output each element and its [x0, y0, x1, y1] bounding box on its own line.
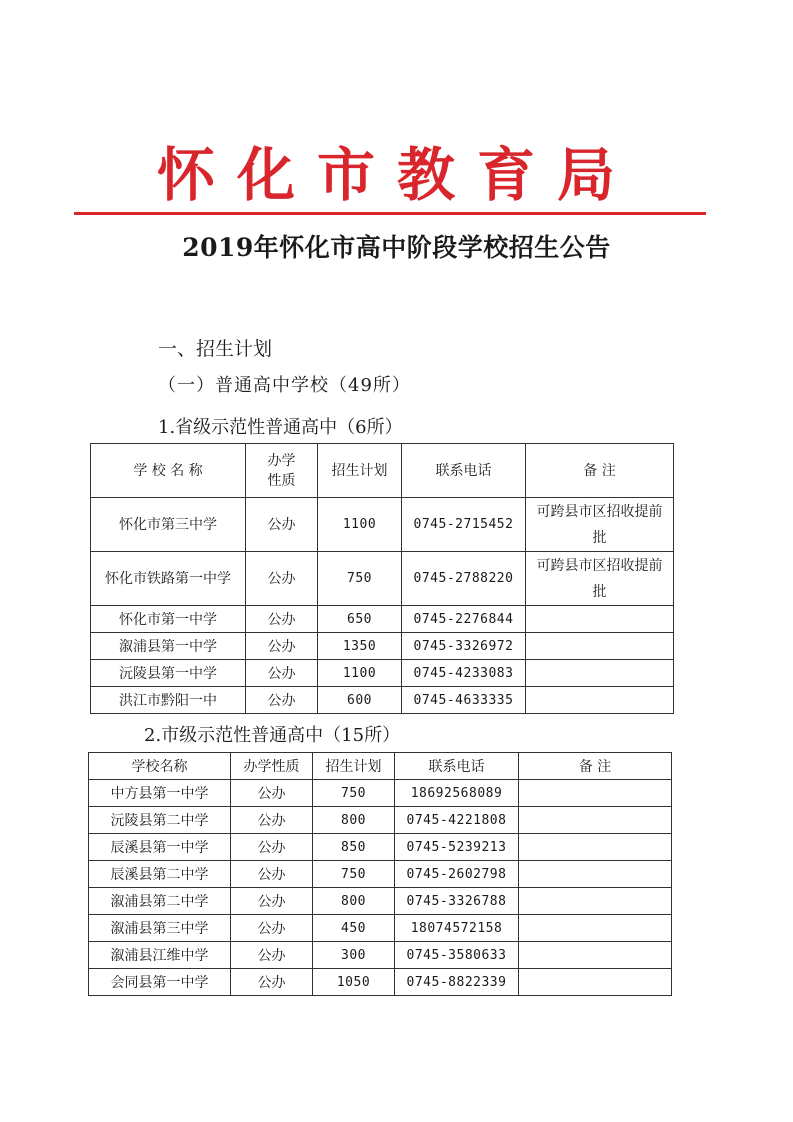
cell-school: 沅陵县第二中学 — [89, 807, 231, 834]
cell-school: 溆浦县第三中学 — [89, 915, 231, 942]
cell-note — [526, 633, 674, 660]
cell-plan: 750 — [318, 552, 402, 606]
cell-nature: 公办 — [246, 552, 318, 606]
table-row — [89, 834, 672, 861]
cell-nature: 公办 — [231, 969, 313, 996]
cell-phone: 0745-2788220 — [402, 552, 526, 606]
table2-caption: 2.市级示范性普通高中（15所） — [144, 725, 401, 746]
cell-plan: 1100 — [318, 660, 402, 687]
header-plan: 招生计划 — [318, 444, 402, 498]
cell-note — [519, 915, 672, 942]
cell-note — [526, 660, 674, 687]
cell-phone: 0745-3326788 — [395, 888, 519, 915]
cell-phone: 0745-5239213 — [395, 834, 519, 861]
table-row — [89, 888, 672, 915]
cell-note — [519, 861, 672, 888]
cell-school: 洪江市黔阳一中 — [91, 687, 246, 714]
cell-nature: 公办 — [231, 780, 313, 807]
cell-phone: 0745-2602798 — [395, 861, 519, 888]
header-nature: 办学性质 — [231, 753, 313, 780]
cell-nature: 公办 — [231, 834, 313, 861]
cell-school: 溆浦县第一中学 — [91, 633, 246, 660]
cell-plan: 300 — [313, 942, 395, 969]
municipal-model-schools-table — [88, 752, 672, 996]
cell-school: 会同县第一中学 — [89, 969, 231, 996]
table-row — [91, 498, 674, 552]
table-row — [91, 687, 674, 714]
cell-plan: 1100 — [318, 498, 402, 552]
subsection-heading-general-high-schools: （一）普通高中学校（49所） — [158, 375, 411, 396]
cell-nature: 公办 — [231, 942, 313, 969]
header-plan: 招生计划 — [313, 753, 395, 780]
cell-plan: 1350 — [318, 633, 402, 660]
cell-note — [526, 687, 674, 714]
cell-nature: 公办 — [246, 687, 318, 714]
masthead-title: 怀化市教育局 — [156, 141, 637, 209]
table1-caption: 1.省级示范性普通高中（6所） — [158, 417, 403, 438]
header-school: 学 校 名 称 — [91, 444, 246, 498]
cell-school: 中方县第一中学 — [89, 780, 231, 807]
cell-school: 溆浦县第二中学 — [89, 888, 231, 915]
cell-phone: 0745-8822339 — [395, 969, 519, 996]
cell-note — [519, 834, 672, 861]
cell-school: 辰溪县第二中学 — [89, 861, 231, 888]
cell-school: 怀化市铁路第一中学 — [91, 552, 246, 606]
header-phone: 联系电话 — [402, 444, 526, 498]
cell-note: 可跨县市区招收提前批 — [526, 498, 674, 552]
cell-phone: 0745-2276844 — [402, 606, 526, 633]
cell-phone: 0745-4233083 — [402, 660, 526, 687]
cell-plan: 750 — [313, 780, 395, 807]
table-header-row — [91, 444, 674, 498]
cell-plan: 600 — [318, 687, 402, 714]
cell-nature: 公办 — [246, 606, 318, 633]
cell-note — [519, 942, 672, 969]
cell-plan: 750 — [313, 861, 395, 888]
cell-phone: 0745-4221808 — [395, 807, 519, 834]
cell-nature: 公办 — [231, 861, 313, 888]
table-row — [89, 807, 672, 834]
cell-school: 溆浦县江维中学 — [89, 942, 231, 969]
table-row — [89, 780, 672, 807]
document-title: 2019年怀化市高中阶段学校招生公告 — [182, 233, 611, 262]
cell-school: 怀化市第一中学 — [91, 606, 246, 633]
cell-plan: 800 — [313, 888, 395, 915]
cell-note — [519, 807, 672, 834]
table-row — [89, 915, 672, 942]
table-row — [89, 861, 672, 888]
table-row — [91, 660, 674, 687]
table-row — [91, 633, 674, 660]
cell-note — [519, 969, 672, 996]
table-row — [91, 606, 674, 633]
header-note: 备 注 — [526, 444, 674, 498]
cell-note — [526, 606, 674, 633]
header-nature: 办学性质 — [246, 444, 318, 498]
table-row — [89, 942, 672, 969]
cell-nature: 公办 — [231, 807, 313, 834]
cell-note: 可跨县市区招收提前批 — [526, 552, 674, 606]
red-divider-rule — [74, 212, 706, 215]
table-header-row — [89, 753, 672, 780]
cell-note — [519, 888, 672, 915]
cell-school: 辰溪县第一中学 — [89, 834, 231, 861]
cell-phone: 0745-4633335 — [402, 687, 526, 714]
cell-phone: 18074572158 — [395, 915, 519, 942]
cell-plan: 450 — [313, 915, 395, 942]
cell-plan: 800 — [313, 807, 395, 834]
cell-plan: 850 — [313, 834, 395, 861]
header-phone: 联系电话 — [395, 753, 519, 780]
cell-phone: 0745-3326972 — [402, 633, 526, 660]
cell-nature: 公办 — [231, 888, 313, 915]
header-note: 备 注 — [519, 753, 672, 780]
cell-nature: 公办 — [231, 915, 313, 942]
provincial-model-schools-table — [90, 443, 674, 714]
cell-phone: 0745-2715452 — [402, 498, 526, 552]
cell-note — [519, 780, 672, 807]
cell-nature: 公办 — [246, 498, 318, 552]
table-row — [89, 969, 672, 996]
cell-phone: 18692568089 — [395, 780, 519, 807]
table-row — [91, 552, 674, 606]
cell-school: 沅陵县第一中学 — [91, 660, 246, 687]
header-school: 学校名称 — [89, 753, 231, 780]
cell-plan: 650 — [318, 606, 402, 633]
cell-nature: 公办 — [246, 633, 318, 660]
cell-nature: 公办 — [246, 660, 318, 687]
cell-school: 怀化市第三中学 — [91, 498, 246, 552]
cell-phone: 0745-3580633 — [395, 942, 519, 969]
cell-plan: 1050 — [313, 969, 395, 996]
section-heading-enrollment-plan: 一、招生计划 — [158, 338, 273, 360]
